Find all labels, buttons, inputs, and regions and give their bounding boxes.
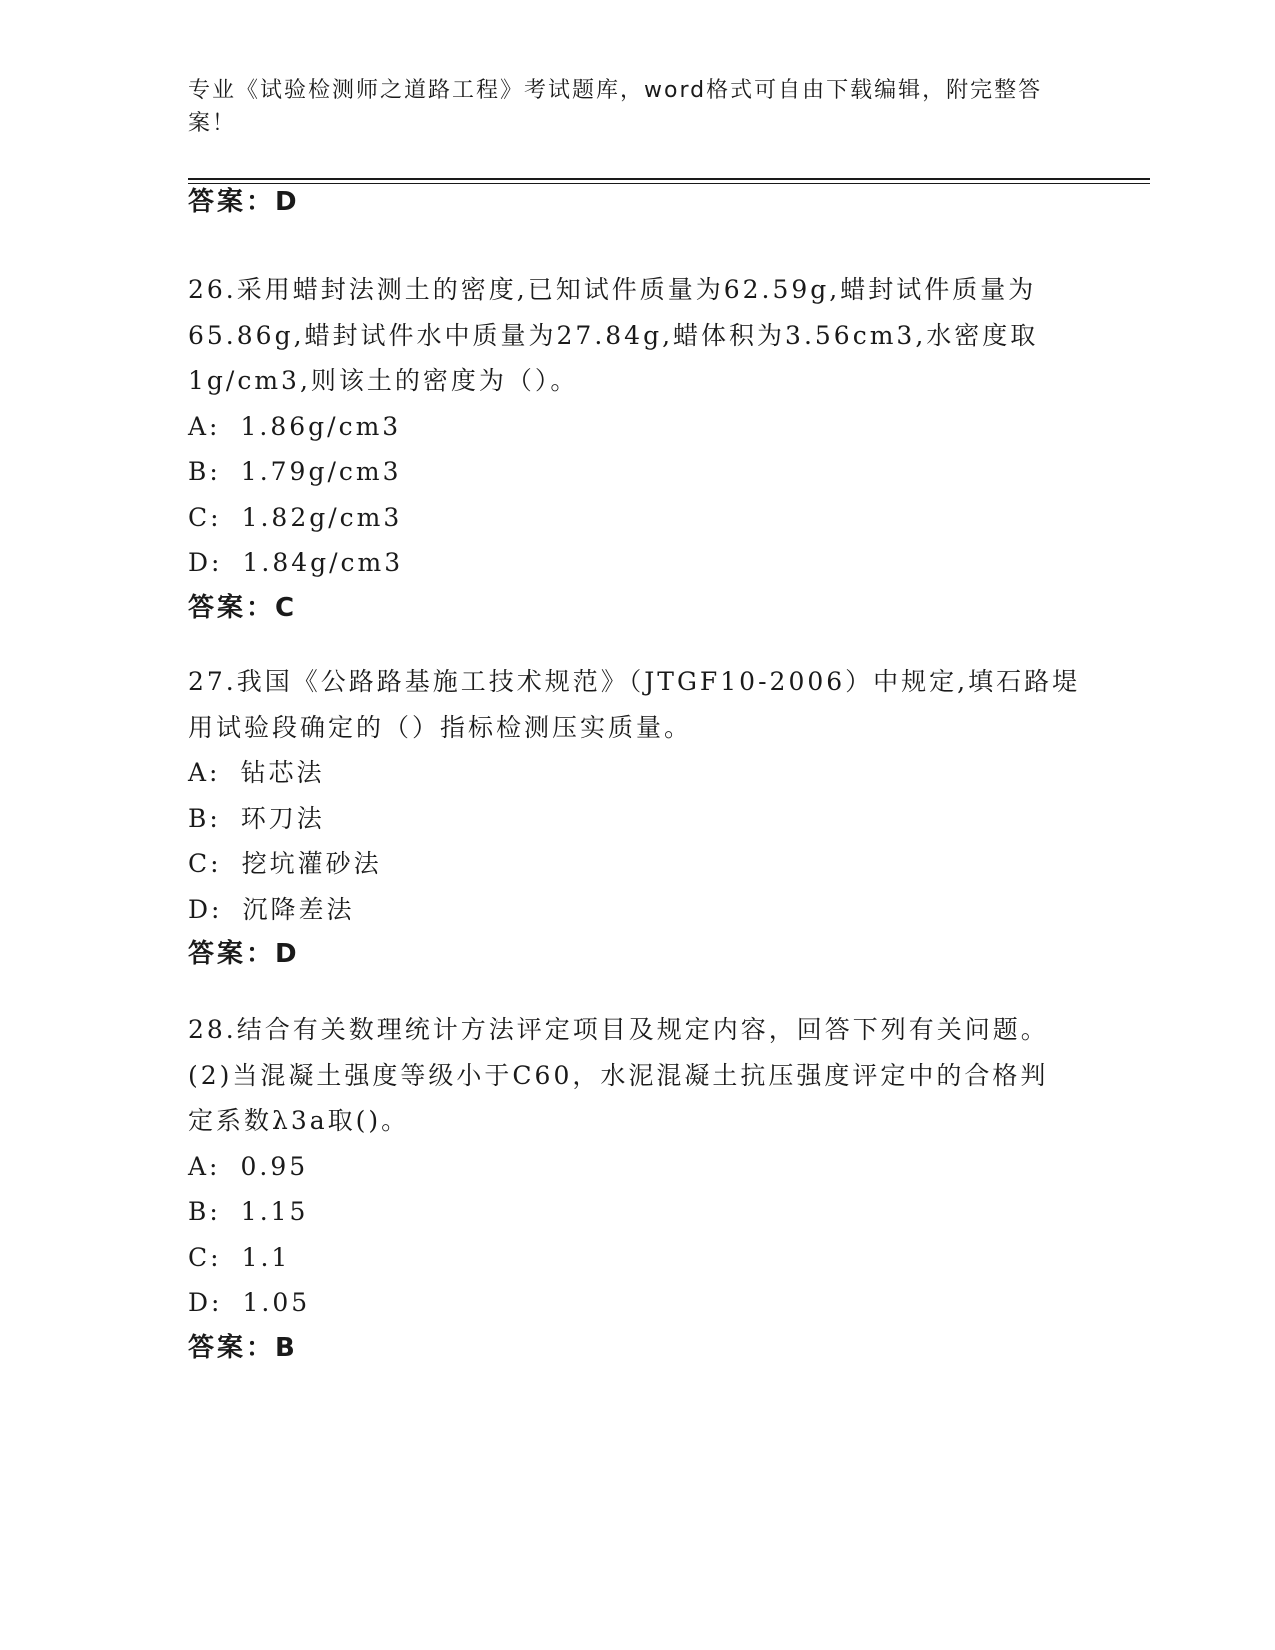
option-key: C: <box>188 502 222 532</box>
option-text: 1.82g/cm3 <box>241 502 403 532</box>
stem-line: 28.结合有关数理统计方法评定项目及规定内容，回答下列有关问题。 <box>188 1015 1049 1044</box>
answer-label: 答案：B <box>188 1332 298 1363</box>
previous-answer: 答案：D <box>188 187 300 217</box>
stem-line: 用试验段确定的（）指标检测压实质量。 <box>188 712 693 742</box>
option-text: 1.79g/cm3 <box>240 457 402 486</box>
option-key: D: <box>188 548 223 577</box>
header-divider-thin <box>188 183 1150 184</box>
question-26 <box>188 267 1088 631</box>
stem-line: 定系数λ3a取()。 <box>188 1106 410 1135</box>
option-b <box>188 449 1088 495</box>
option-text: 1.15 <box>240 1197 309 1226</box>
option-b <box>188 796 1088 842</box>
answer-label: 答案：D <box>188 939 300 969</box>
option-key: D: <box>188 1288 223 1317</box>
option-text: 环刀法 <box>240 803 325 833</box>
option-key: A: <box>188 411 221 441</box>
option-key: C: <box>188 1242 222 1272</box>
option-d <box>188 540 1088 586</box>
option-a <box>188 750 1088 796</box>
option-key: C: <box>188 849 222 878</box>
option-a <box>188 404 1088 450</box>
option-text: 挖坑灌砂法 <box>241 849 382 878</box>
option-b <box>188 1189 1088 1235</box>
option-key: B: <box>188 803 221 833</box>
question-stem <box>188 1007 1088 1144</box>
question-28 <box>188 1007 1088 1371</box>
stem-line: 26.采用蜡封法测土的密度,已知试件质量为62.59g,蜡封试件质量为 <box>188 275 1037 304</box>
option-key: A: <box>188 1151 221 1181</box>
option-c <box>188 1235 1088 1281</box>
option-d <box>188 887 1088 933</box>
option-text: 1.86g/cm3 <box>240 411 402 441</box>
option-c <box>188 495 1088 541</box>
question-stem <box>188 659 1088 750</box>
document-header: 专业《试验检测师之道路工程》考试题库，word格式可自由下载编辑，附完整答案！ <box>188 78 1043 136</box>
answer-label: 答案：C <box>188 592 298 623</box>
option-text: 1.1 <box>241 1242 291 1272</box>
option-c <box>188 841 1088 887</box>
option-list <box>188 750 1088 932</box>
stem-line: 1g/cm3,则该土的密度为（）。 <box>188 366 579 395</box>
option-key: B: <box>188 1197 221 1226</box>
option-a <box>188 1144 1088 1190</box>
option-d <box>188 1280 1088 1326</box>
option-text: 0.95 <box>240 1151 309 1181</box>
stem-line: 27.我国《公路路基施工技术规范》（JTGF10-2006）中规定,填石路堤 <box>188 667 1081 696</box>
option-list <box>188 404 1088 586</box>
question-27 <box>188 659 1088 977</box>
option-text: 钻芯法 <box>240 758 325 787</box>
stem-line: (2)当混凝土强度等级小于C60，水泥混凝土抗压强度评定中的合格判 <box>188 1060 1049 1090</box>
stem-line: 65.86g,蜡封试件水中质量为27.84g,蜡体积为3.56cm3,水密度取 <box>188 320 1039 350</box>
option-list <box>188 1144 1088 1326</box>
option-key: A: <box>188 758 221 787</box>
option-key: B: <box>188 457 221 486</box>
option-text: 1.84g/cm3 <box>242 548 404 577</box>
header-divider <box>188 178 1150 180</box>
question-stem <box>188 267 1088 404</box>
option-text: 1.05 <box>242 1288 311 1317</box>
option-text: 沉降差法 <box>242 894 355 924</box>
option-key: D: <box>188 894 223 924</box>
